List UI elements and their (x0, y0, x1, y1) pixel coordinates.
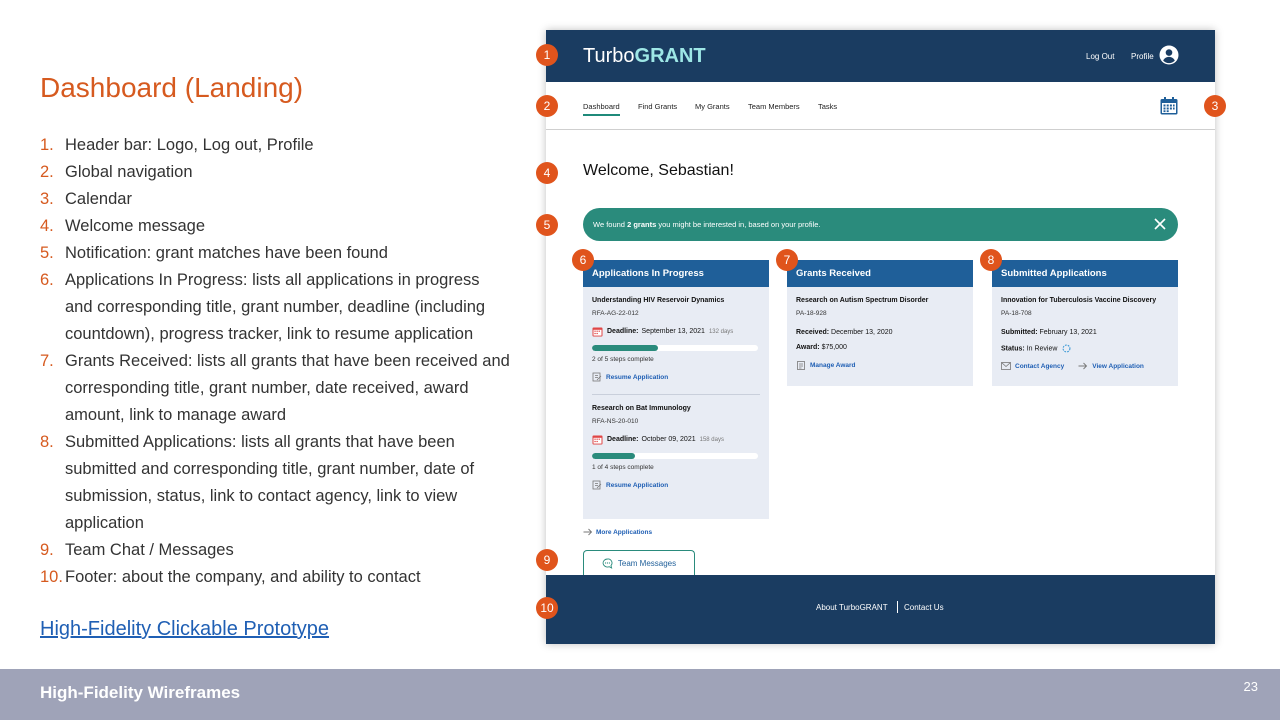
user-avatar-icon[interactable] (1159, 45, 1179, 65)
more-applications-link[interactable]: More Applications (583, 528, 652, 536)
application-title: Research on Bat Immunology (592, 405, 691, 412)
card-title: Submitted Applications (992, 260, 1178, 287)
calendar-icon[interactable] (1159, 96, 1179, 116)
contact-link[interactable]: Contact Us (904, 603, 944, 612)
list-item: 7. Grants Received: lists all grants that have been received and corresponding title, grant number, date received, award amount, link to manage award (40, 352, 510, 424)
arrow-right-icon (1078, 362, 1088, 370)
calendar-icon (592, 434, 603, 445)
list-item (583, 395, 769, 490)
list-item (583, 287, 769, 382)
submitted-applications-card (992, 260, 1178, 386)
resume-application-link[interactable]: Resume Application (592, 372, 760, 382)
progress-bar (592, 345, 758, 351)
grant-number: RFA-AG-22-012 (592, 310, 639, 317)
resume-application-link[interactable]: Resume Application (592, 480, 760, 490)
list-item: 8. Submitted Applications: lists all grants that have been submitted and corresponding title, grant number, date of submission, status, link to contact agency, link to view application (40, 433, 475, 532)
grant-number: PA-18-708 (1001, 310, 1032, 317)
bottom-band (0, 669, 1280, 720)
list-item: 4. Welcome message (40, 217, 206, 235)
deadline: Deadline: October 09, 2021 158 days (592, 434, 760, 445)
callout-badge: 6 (572, 249, 594, 271)
progress-fill (592, 345, 658, 351)
award-amount: Award: $75,000 (796, 344, 847, 351)
notification-text: We found 2 grants you might be interested in, based on your profile. (593, 220, 821, 229)
list-item: 6. Applications In Progress: lists all applications in progress and corresponding title, grant number, deadline (including countdown), progress tracker, link to resume application (40, 271, 486, 343)
grant-number: PA-18-928 (796, 310, 827, 317)
list-item: 3. Calendar (40, 190, 132, 208)
submitted-actions (1001, 353, 1169, 370)
welcome-message: Welcome, Sebastian! (583, 162, 734, 179)
list-item: 9. Team Chat / Messages (40, 541, 234, 559)
nav-my-grants[interactable]: My Grants (695, 102, 730, 111)
edit-icon (592, 480, 602, 490)
footer-divider (897, 601, 898, 613)
clipboard-icon (796, 360, 806, 370)
header-bar (546, 30, 1215, 82)
list-item (787, 287, 973, 370)
submitted-date: Submitted: February 13, 2021 (1001, 329, 1097, 336)
prototype-link[interactable]: High-Fidelity Clickable Prototype (40, 618, 330, 640)
progress-steps: 2 of 5 steps complete (592, 356, 654, 363)
nav-tasks[interactable]: Tasks (818, 102, 838, 111)
arrow-right-icon (583, 528, 593, 536)
mail-icon (1001, 362, 1011, 370)
progress-fill (592, 453, 635, 459)
deadline: Deadline: September 13, 2021 132 days (592, 326, 760, 337)
card-title: Grants Received (787, 260, 973, 287)
application-status: Status: In Review (1001, 344, 1169, 353)
edit-icon (592, 372, 602, 382)
grant-title: Research on Autism Spectrum Disorder (796, 297, 929, 304)
callout-badge: 3 (1204, 95, 1226, 117)
chat-icon (602, 558, 613, 569)
in-review-icon (1062, 344, 1071, 353)
list-item: 1. Header bar: Logo, Log out, Profile (40, 136, 314, 154)
manage-award-link[interactable]: Manage Award (796, 360, 964, 370)
band-title: High-Fidelity Wireframes (40, 683, 241, 702)
about-link[interactable]: About TurboGRANT (816, 603, 888, 612)
logout-button[interactable]: Log Out (1086, 52, 1115, 61)
callout-badge: 7 (776, 249, 798, 271)
application-title: Understanding HIV Reservoir Dynamics (592, 297, 725, 304)
grant-number: RFA-NS-20-010 (592, 418, 639, 425)
view-application-link[interactable]: View Application (1078, 362, 1144, 370)
list-item: 2. Global navigation (40, 163, 193, 181)
list-item: 10. Footer: about the company, and ability to contact (40, 568, 421, 586)
slide-title: Dashboard (Landing) (40, 72, 304, 103)
list-item: 5. Notification: grant matches have been found (40, 244, 388, 262)
applications-in-progress-card (583, 260, 769, 519)
contact-agency-link[interactable]: Contact Agency (1001, 362, 1064, 370)
global-navigation (546, 82, 1215, 130)
callout-badge: 10 (536, 597, 558, 619)
callout-badge: 8 (980, 249, 1002, 271)
progress-steps: 1 of 4 steps complete (592, 464, 654, 471)
page-number: 23 (1243, 679, 1258, 694)
callout-badge: 9 (536, 549, 558, 571)
nav-find-grants[interactable]: Find Grants (638, 102, 678, 111)
nav-team-members[interactable]: Team Members (748, 102, 800, 111)
nav-dashboard[interactable]: Dashboard (583, 102, 620, 116)
team-messages-button[interactable]: Team Messages (583, 550, 695, 576)
footer (546, 575, 1215, 644)
close-icon[interactable] (1154, 218, 1166, 230)
callout-badge: 2 (536, 95, 558, 117)
grants-received-card (787, 260, 973, 386)
callout-badge: 5 (536, 214, 558, 236)
card-title: Applications In Progress (583, 260, 769, 287)
profile-link[interactable]: Profile (1131, 52, 1154, 61)
grant-match-notification (583, 208, 1178, 241)
logo[interactable]: TurboGRANT (583, 45, 706, 67)
calendar-icon (592, 326, 603, 337)
received-date: Received: December 13, 2020 (796, 329, 893, 336)
application-title: Innovation for Tuberculosis Vaccine Discovery (1001, 297, 1157, 304)
annotation-list (40, 132, 510, 591)
callout-badge: 1 (536, 44, 558, 66)
list-item (992, 287, 1178, 370)
progress-bar (592, 453, 758, 459)
callout-badge: 4 (536, 162, 558, 184)
dashboard-mockup (546, 30, 1215, 644)
